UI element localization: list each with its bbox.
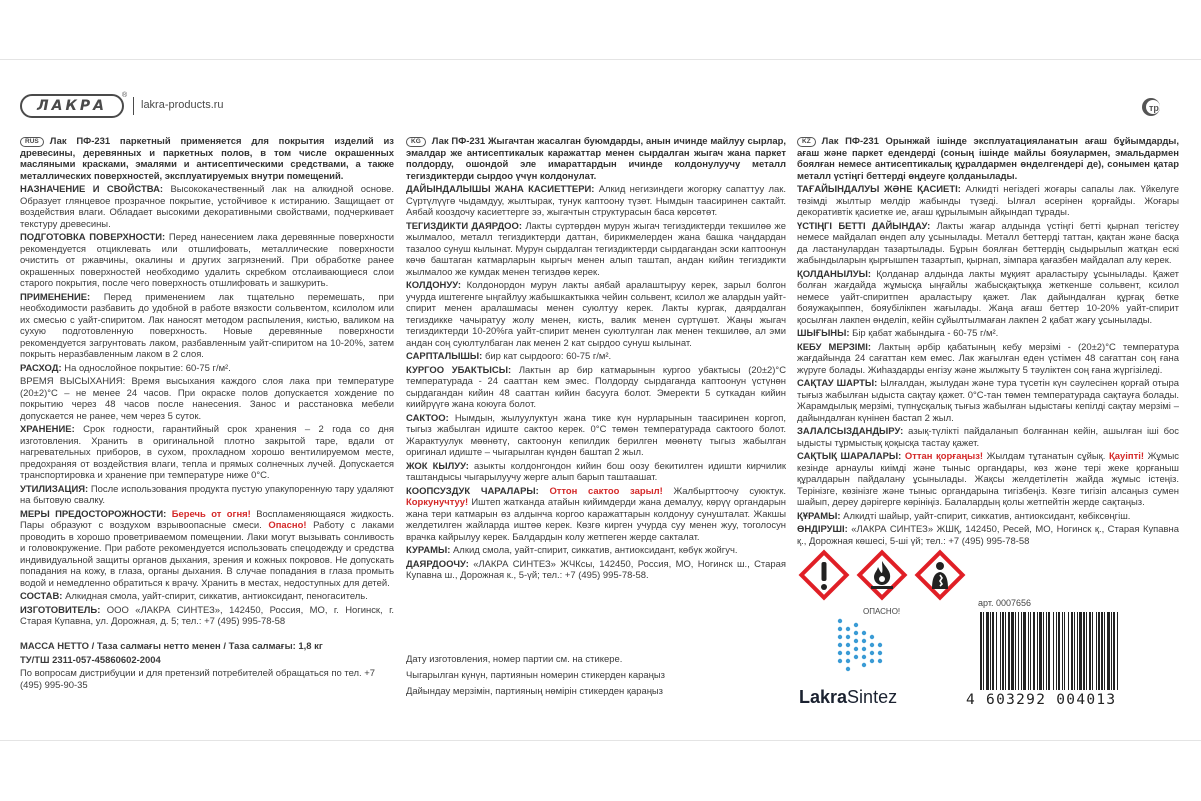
drying-heading-kz: КЕБУ МЕРЗІМІ: bbox=[797, 341, 872, 353]
certification-mark-icon bbox=[1140, 96, 1162, 118]
consumption-heading-kz: ШЫҒЫНЫ: bbox=[797, 328, 850, 339]
exclamation-hazard-icon bbox=[798, 549, 850, 601]
logo-text: ЛАКРА bbox=[36, 98, 107, 114]
distribution-contact: По вопросам дистрибуции и для претензий потребителей обращаться по тел. +7 (495) 995-90-35 bbox=[20, 668, 376, 691]
barcode-bar bbox=[1068, 612, 1069, 690]
brand-bold: Lakra bbox=[799, 687, 848, 707]
barcode-bar bbox=[1079, 612, 1082, 690]
barcode-bar bbox=[1037, 612, 1038, 690]
disposal-heading-kg: ЖОК КЫЛУУ: bbox=[406, 460, 469, 472]
prep-heading-kz: ҮСТІҢГІ БЕТТІ ДАЙЫНДАУ: bbox=[797, 220, 931, 232]
brand-light: Sintez bbox=[847, 687, 898, 707]
intro-kz: Лак ПФ-231 Орынжай ішінде эксплуатацияланатын ағаш бұйымдарды, ағаш және паркет едендерді (соның ішінде майлы бояулармен, эмальдармен боялған немесе антисептикалық құралдармен өнделгендері де), сонымен қатар металл үстіңгі беттерді өңдеуге қолданылады. bbox=[797, 136, 1179, 182]
website-url: lakra-products.ru bbox=[141, 99, 224, 111]
composition-text-kz: Алкидті шайыр, уайт-спирит, сиккатив, антиоксидант, көбіксөңгіш. bbox=[843, 510, 1131, 522]
maker-heading-kz: ӨНДІРУШІ: bbox=[797, 524, 848, 535]
sticker-note-ru: Дату изготовления, номер партии см. на стикере. bbox=[406, 654, 623, 665]
barcode-bar bbox=[1113, 612, 1115, 690]
disposal-text-kz: азық-түлікті пайдаланып болғаннан кейін, ашылған іші бос ыдысты тұрмыстық қоқысқа тастау қажет. bbox=[797, 426, 1179, 449]
use-heading-kg: КОЛДОНУУ: bbox=[406, 280, 462, 291]
storage-text-ru: Срок годности, гарантийный срок хранения – 2 года со дня изготовления. Хранить в оригинальной плотно закрытой таре, вдали от нагревательных приборов, в сухом, прохладном хорошо вентилируемом месте, предохраняя от воздействия влаги, тепла и прямых солнечных лучей. Допускается транспортировка и хранение при температуре ниже 0°С. bbox=[20, 424, 395, 481]
barcode-bar bbox=[986, 612, 989, 690]
fire-warning-ru: Беречь от огня! bbox=[171, 508, 251, 520]
consumption-heading-kg: САРПТАЛЫШЫ: bbox=[406, 351, 483, 362]
drying-text-ru: ВРЕМЯ ВЫСЫХАНИЯ: Время высыхания каждого слоя лака при температуре (20±2)°С – не менее 24 часов. При окраске полов допускается хождение по покрытию через 48 часов после нанесения. Занос и расстановка мебели допускается не ранее, чем через 5 суток. bbox=[20, 376, 394, 422]
storage-heading-kg: САКТОО: bbox=[406, 412, 449, 424]
lakra-logo bbox=[20, 94, 124, 118]
consumption-text-ru: На однослойное покрытие: 60-75 г/м². bbox=[64, 362, 231, 374]
kyrgyz-text-column bbox=[406, 136, 786, 584]
barcode-bar bbox=[1056, 612, 1057, 690]
russian-text-column bbox=[20, 136, 394, 630]
prep-text-kz: Лакты жағар алдында үстіңгі бетті қырнап тегістеу немесе майдалап өндеп алу ұсынылады. Металл беттерді таттан, қақтан және басқа да ластанулардан тазартылады. Бұрын боялған беттердің сыдырылып жатқан ескі жабындыларын қырғышпен тазартып, қырнап, зімпара қағазбен майдалап алу керек. bbox=[797, 220, 1179, 266]
maker-heading-ru: ИЗГОТОВИТЕЛЬ: bbox=[20, 604, 101, 616]
barcode-bar bbox=[1089, 612, 1091, 690]
safety-text1-kz: Жылдам тұтанатын сұйық. bbox=[986, 451, 1106, 462]
lakra-sintez-wordmark bbox=[799, 687, 897, 708]
safety-heading-ru: МЕРЫ ПРЕДОСТОРОЖНОСТИ: bbox=[20, 508, 167, 520]
storage-heading-kz: САҚТАУ ШАРТЫ: bbox=[797, 378, 878, 389]
signal-word: ОПАСНО! bbox=[863, 607, 901, 616]
health-hazard-icon bbox=[914, 549, 966, 601]
prep-text-ru: Перед нанесением лака деревянные поверхности рекомендуется отциклевать или отшлифовать, металлические поверхности очистить от ржавчины, окалины и других загрязнений. При обработке ранее окрашенных поверхностей необходимо удалить скребком отслаивающиеся слои старого покрытия, после чего поверхность отшлифовать и зашкурить. bbox=[20, 232, 394, 289]
lakra-sintez-logo-icon bbox=[826, 617, 892, 677]
prep-heading-ru: ПОДГОТОВКА ПОВЕРХНОСТИ: bbox=[20, 232, 166, 243]
barcode-bar bbox=[1062, 612, 1063, 690]
use-text-ru: Перед применением лак тщательно перемешать, при необходимости разбавить до удобной в работе вязкости сольвентом, ксилолом или их смесью с уайт-спиритом. Лак наносят методом распыления, кистью, валиком на сухую подготовленную поверхность. Новые деревянные поверхности рекомендуется загрунтовать лаком, разбавленным уайт-спиритом на 10-20%, затем покрыть неразбавленным лаком в 2 слоя. bbox=[20, 291, 395, 360]
barcode-bar bbox=[1064, 612, 1065, 690]
label-top-edge bbox=[0, 59, 1201, 60]
purpose-text-kg: Алкид негизиндеги жогорку сапаттуу лак. Сүртүлүүгө чыдамдуу, жылтырак, тунук каптоону түзөт. Нымдын таасиринен сактайт. Аябай кооздочу касиеттерге ээ, жыгачтын структурасын баса көрсөтөт. bbox=[406, 184, 787, 218]
disposal-text-kg: азыкты колдонгондон кийин бош оозу бекитилген идишти кирчилик таштандысы чыгарылуучу жерге алып барып таштаашат. bbox=[406, 460, 787, 483]
label-bottom-edge bbox=[0, 740, 1201, 741]
barcode-bar bbox=[1083, 612, 1085, 690]
maker-text-kz: «ЛАКРА СИНТЕЗ» ЖШҚ, 142450, Ресей, МО, Ногинск қ., Старая Купавна қ., Дорожная көшесі, 5-ші үй; тел.: +7 (495) 995-78-58 bbox=[797, 524, 1179, 547]
prep-text-kg: Лакты сүртөрдөн мурун жыгач тегиздиктерди текшилөө же жылмалоо, металл тегиздиктерди даттан, бирикмелерден жана башка чаңдардан тазалоо сунуш кылынат. Мурун сырдалган тегиздиктерди сырдагандан эски каптоонун көчө баштаган катмарларын кыргыч менен алып таштап, андан кийин тегиздикти жылмалоо же кумдак менен тегиздөө керек. bbox=[406, 220, 786, 278]
article-number: арт. 0007656 bbox=[978, 598, 1031, 608]
net-weight-block bbox=[20, 641, 394, 693]
barcode-bar bbox=[1111, 612, 1112, 690]
barcode-bar bbox=[1028, 612, 1029, 690]
disposal-text-ru: После использования продукта пустую упакупоренную тару удаляют на бытовую свалку. bbox=[20, 483, 394, 506]
kazakh-text-column bbox=[797, 136, 1179, 549]
composition-heading-kg: КУРАМЫ: bbox=[406, 545, 451, 556]
barcode-bar bbox=[992, 612, 994, 690]
composition-text-ru: Алкидная смола, уайт-спирит, сиккатив, антиоксидант, пеногаситель. bbox=[65, 591, 368, 602]
maker-heading-kg: ДАЯРДООЧУ: bbox=[406, 558, 469, 570]
purpose-text-kz: Алкидті негіздегі жоғары сапалы лак. Үйкелуге төзімді жылтыр мөлдір жабынды түзеді. Ылғал әсерінен қорғайды. Жоғары декоративтік қасиетке ие, ағаш құрылымын айқындап тұрады. bbox=[797, 184, 1180, 218]
safety-text1-ru: Воспламеняющаяся жидкость. Пары образуют с воздухом взрывоопасные смеси. bbox=[20, 508, 395, 531]
barcode-bar bbox=[1092, 612, 1093, 690]
header-divider bbox=[133, 97, 134, 115]
barcode-bar bbox=[996, 612, 997, 690]
barcode-digits: 4 603292 004013 bbox=[966, 692, 1117, 708]
composition-heading-ru: СОСТАВ: bbox=[20, 591, 63, 602]
sticker-note-kz: Дайындау мерзімін, партияның нөмірін стикерден қараңыз bbox=[406, 686, 664, 697]
drying-heading-kg: КУРГОО УБАКТЫСЫ: bbox=[406, 364, 512, 376]
barcode-bar bbox=[1053, 612, 1054, 690]
intro-kg: Лак ПФ-231 Жыгачтан жасалган буюмдарды, анын ичинде майлуу сырлар, эмалдар же антисептикалык каражаттар менен сырдалган жыгач жана паркет полдорду, ошондой эле имараттардын ичинде колдонулуучу металл тегиздиктерди сырдоо үчүн колдонулат. bbox=[406, 136, 786, 182]
barcode-bar bbox=[1046, 612, 1047, 690]
purpose-heading-kg: ДАЙЫНДАЛЫШЫ ЖАНА КАСИЕТТЕРИ: bbox=[406, 184, 595, 195]
drying-text-kz: Лактың әрбір қабатының кебу мерзімі - (20±2)°С температура жағдайында 24 сағаттан кем емес. Лак жағылған еден үстімен 48 сағаттан соң ғана жүруге болады. Жиһаздарды енгізу және жылжыту 5 тәуліктен соң ғана жүргізіледі. bbox=[797, 341, 1179, 376]
safety-heading-kg: КООПСУЗДУК ЧАРАЛАРЫ: bbox=[406, 485, 539, 497]
use-text-kg: Колдонордон мурун лакты аябай аралаштыруу керек, зарыл болгон учурда иштегенге ыңгайлуу жабышкактыкка чейин сольвент, ксилол же алардын уайт-спирит менен аралашмасы менен суюлтуу керек. Лакты кургак, даярдалган тегиздикке чачыратуу жолу менен, кисть, валик менен сүртүшөт. Жаңы жыгач тегиздиктерди 10-20%га уайт-спирит менен суюлтулган лак менен текшилөө, ал эми андан соң суюлтулбаган лак менен 2 кат сырдоо сунуш кылынат. bbox=[406, 280, 787, 349]
fire-warning-kz: Оттан қорғаңыз! bbox=[904, 451, 984, 462]
prep-heading-kg: ТЕГИЗДИКТИ ДАЯРДОО: bbox=[406, 220, 523, 232]
danger-warning-ru: Опасно! bbox=[268, 520, 307, 531]
barcode-bar bbox=[1077, 612, 1078, 690]
disposal-heading-ru: УТИЛИЗАЦИЯ: bbox=[20, 483, 89, 495]
intro-ru: Лак ПФ-231 паркетный применяется для покрытия изделий из древесины, деревянных и паркетных полов, в том числе окрашенных масляными красками, эмалями и антисептическими средствами, а также металлических поверхностей, эксплуатируемых внутри помещений. bbox=[20, 136, 394, 182]
barcode-bar bbox=[1107, 612, 1110, 690]
flame-hazard-icon bbox=[856, 549, 908, 601]
barcode-bar bbox=[1015, 612, 1016, 690]
lang-badge-kz: KZ bbox=[797, 137, 816, 147]
barcode-bar bbox=[1058, 612, 1060, 690]
use-text-kz: Қолданар алдында лакты мұқият араластыру ұсынылады. Қажет болған жағдайда жұмысқа ыңғайлы жабысқақтыққа жеткенше сольвент, ксилол немесе уайт-спиритпен араластыру қажет. Лак дайындалған құрғақ бетке бояужақыппен, бояубілікпен жағылады. Жаңа ағаш беттер 10-20% уайт-спирит қосылған лакпен өнделіп, кейін сұйылтылмаған лакпен 2 қабат жағу ұсынылады. bbox=[797, 268, 1180, 326]
tech-spec-number: ТУ/ТШ 2311-057-45860602-2004 bbox=[20, 654, 161, 666]
barcode-bar bbox=[1074, 612, 1075, 690]
safety-text2-ru: Работу с лаками проводить в хорошо проветриваемом помещении. Лаки могут вызывать сонливость и головокружение. При работе рекомендуется использовать спецодежду и средства индивидуальной защиты органов дыхания, зрения и кожных покровов. Не допускать попадания на кожу, в глаза, органы дыхания. В случае попадания в глаза промыть водой и немедленно обратиться к врачу. Хранить в местах, недоступных для детей. bbox=[20, 520, 395, 589]
barcode-bar bbox=[990, 612, 991, 690]
safety-text1-kg: Жалбырттоочу суюктук. bbox=[673, 485, 787, 497]
barcode-bar bbox=[1023, 612, 1026, 690]
barcode-bar bbox=[1096, 612, 1097, 690]
barcode-bar bbox=[1086, 612, 1087, 690]
ean-barcode bbox=[976, 612, 1164, 694]
barcode-bar bbox=[1117, 612, 1118, 690]
consumption-heading-ru: РАСХОД: bbox=[20, 362, 62, 374]
disposal-heading-kz: ЗАЛАЛСЫЗДАНДЫРУ: bbox=[797, 426, 904, 437]
sticker-note-kg: Чыгарылган күнүн, партиянын номерин стикерден караңыз bbox=[406, 670, 665, 681]
storage-heading-ru: ХРАНЕНИЕ: bbox=[20, 424, 75, 435]
net-weight: МАССА НЕТТО / Таза салмағы нетто менен / Таза салмағы: 1,8 кг bbox=[20, 641, 323, 652]
barcode-bar bbox=[1071, 612, 1073, 690]
sticker-note-block bbox=[406, 652, 786, 700]
barcode-bar bbox=[1005, 612, 1006, 690]
composition-heading-kz: ҚҰРАМЫ: bbox=[797, 510, 841, 522]
purpose-heading-kz: ТАҒАЙЫНДАЛУЫ ЖӘНЕ ҚАСИЕТІ: bbox=[797, 184, 961, 195]
barcode-bar bbox=[1104, 612, 1105, 690]
barcode-bar bbox=[1098, 612, 1100, 690]
fire-warning-kg: Оттон сактоо зарыл! bbox=[549, 485, 663, 497]
storage-text-kg: Нымдын, жылуулуктун жана тике күн нурларынын таасиринен коргоп, тыгыз жабылган идиште сактоо керек. 0°С төмөн температурада сактоого болот. Жарактуулук мөөнөтү, сактоонун кепилдик берилген мөөнөтү тыгыз жабылган оригинал идиште – чыгарылган күндөн баштап 2 жыл. bbox=[406, 412, 787, 458]
barcode-bar bbox=[1030, 612, 1031, 690]
drying-text-kg: Лактын ар бир катмарынын кургоо убактысы (20±2)°С температурада - 24 сааттан кем эмес. Полдорду сырдаганда каптоонун үстүнөн сырдагандан кийин 48 сааттан кийин басууга болот. Эмеректи 5 суткадан кийин киийрүүгө жана коюуга болот. bbox=[406, 364, 787, 410]
barcode-bar bbox=[1021, 612, 1022, 690]
barcode-bar bbox=[980, 612, 982, 690]
barcode-bar bbox=[1008, 612, 1010, 690]
safety-text2-kg: Иштеп жатканда атайын кийимдерди жана демалуу, көрүү органдарын жана тери катмарын өз алдынча коргоо каражаттарын колдонуу сунушталат. Жакшы желдетилген жайларда иштөө керек. Көзгө кирген учурда суу менен жуу, тоголосун врачка кайрылуу керек. Балдардын колу жетпеген жерде сакталат. bbox=[406, 497, 786, 543]
barcode-bar bbox=[983, 612, 984, 690]
barcode-bar bbox=[1018, 612, 1019, 690]
danger-warning-kz: Қауіпті! bbox=[1109, 451, 1144, 462]
use-heading-ru: ПРИМЕНЕНИЕ: bbox=[20, 291, 91, 303]
lang-badge-kg: KG bbox=[406, 137, 426, 147]
danger-warning-kg: Коркунучтуу! bbox=[406, 497, 469, 508]
svg-text:тр: тр bbox=[1149, 103, 1159, 113]
barcode-bar bbox=[1000, 612, 1001, 690]
purpose-text-ru: Высококачественный лак на алкидной основе. Образует глянцевое прозрачное покрытие, устойчивое к истиранию. Защищает от воздействия влаги. Обладает высокими декоративными свойствами, подчеркивает текстуру древесины. bbox=[20, 184, 395, 230]
safety-heading-kz: САҚТЫҚ ШАРАЛАРЫ: bbox=[797, 451, 902, 462]
registered-mark: ® bbox=[122, 92, 128, 99]
barcode-bar bbox=[1011, 612, 1014, 690]
safety-text2-kz: Жұмыс кезінде арнаулы киімді және тыныс органдары, көз және тері жеке қорғаныш құралдарын пайдалану ұсынылады. Жақсы желдетілетін жайда жұмыс істеңіз. Терінізге, көзінізге және тыныс органдарына тигізбеңіз. Көзге тигізіп алсаңыз сумен шайып, дереу дәрігерге көрініңіз. Балалардың қолы жетпейтін жерде сақтаңыз. bbox=[797, 451, 1180, 508]
maker-text-kg: «ЛАКРА СИНТЕЗ» ЖЧКсы, 142450, Россия, МО, Ногинск ш., Старая Купавна ш., Дорожная к., 5-үй; тел.: +7 (495) 995-78-58. bbox=[406, 558, 786, 581]
barcode-bar bbox=[1043, 612, 1044, 690]
storage-text-kz: Ылғалдан, жылудан және тура түсетін күн сәулесінен қорғай отыра тығыз жабылған ыдыста сақтау қажет. 0°С-тан төмен температурада сақтауға болады. Жарамдылық мерзімі, түпнұсқалық тығыз жабылған ыдыстағы кепілді сақтау мерзімі – дайындалған күнінен бастап 2 жыл. bbox=[797, 378, 1180, 424]
consumption-text-kg: бир кат сырдоого: 60-75 г/м². bbox=[484, 351, 612, 362]
barcode-bar bbox=[1033, 612, 1035, 690]
hazard-pictograms bbox=[798, 549, 978, 605]
maker-text-ru: ООО «ЛАКРА СИНТЕЗ», 142450, Россия, МО, г. Ногинск, г. Старая Купавна, ул. Дорожная, д. 5; тел.: +7 (495) 995-78-58 bbox=[20, 604, 395, 627]
barcode-bar bbox=[1048, 612, 1050, 690]
composition-text-kg: Алкид смола, уайт-спирит, сиккатив, антиоксидант, көбүк жойгуч. bbox=[453, 545, 738, 556]
purpose-heading-ru: НАЗНАЧЕНИЕ И СВОЙСТВА: bbox=[20, 184, 164, 195]
consumption-text-kz: Бір қабат жабындыға - 60-75 г/м². bbox=[852, 328, 999, 339]
barcode-bar bbox=[1002, 612, 1004, 690]
use-heading-kz: ҚОЛДАНЫЛУЫ: bbox=[797, 268, 871, 280]
barcode-bar bbox=[1101, 612, 1103, 690]
barcode-bar bbox=[1039, 612, 1042, 690]
lang-badge-rus: RUS bbox=[20, 137, 44, 147]
